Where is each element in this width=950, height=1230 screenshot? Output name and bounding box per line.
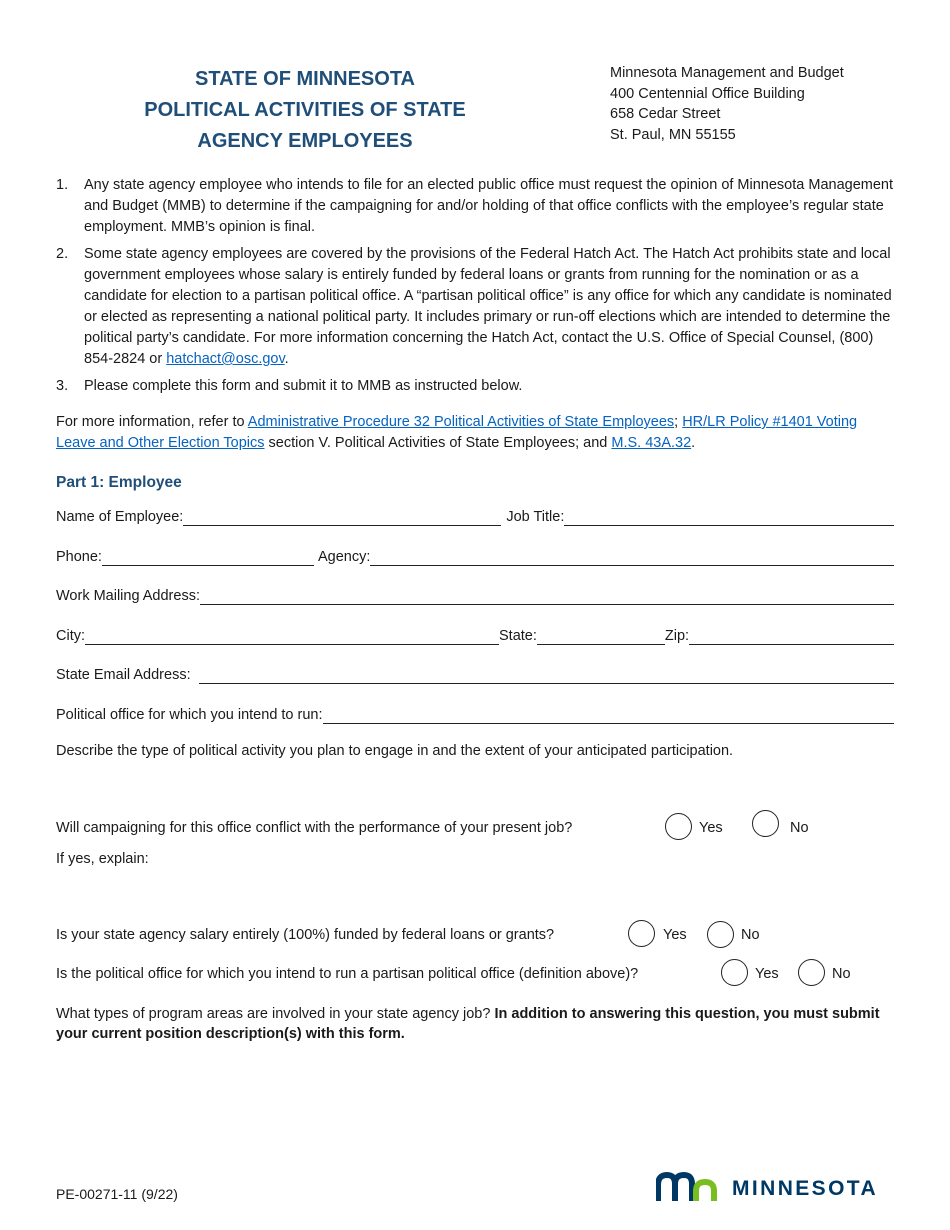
program-areas-text: What types of program areas are involved in your state agency job? bbox=[56, 1006, 495, 1022]
part1-heading: Part 1: Employee bbox=[56, 474, 182, 491]
instructions-list bbox=[56, 175, 896, 403]
more-info-suffix: . bbox=[691, 435, 696, 451]
funded-yes-radio[interactable] bbox=[628, 920, 655, 947]
phone-label: Phone: bbox=[56, 549, 102, 565]
hrlr-policy-1401-link[interactable]: HR/LR Policy #1401 Voting Leave and Other Election Topics bbox=[56, 414, 858, 451]
list-number: 2. bbox=[56, 246, 69, 262]
list-item bbox=[56, 376, 896, 397]
job-title-label: Job Title: bbox=[506, 509, 565, 525]
title-line-3: AGENCY EMPLOYEES bbox=[197, 130, 413, 152]
conflict-yes-radio[interactable] bbox=[665, 813, 692, 840]
job-title-field[interactable] bbox=[564, 510, 894, 526]
list-number: 1. bbox=[56, 177, 69, 193]
form-title bbox=[100, 64, 510, 157]
work-address-field[interactable] bbox=[200, 589, 894, 605]
funded-yes-label: Yes bbox=[663, 927, 687, 943]
work-address-label: Work Mailing Address: bbox=[56, 588, 200, 604]
partisan-office-question: Is the political office for which you intend to run a partisan political office (definition above)? bbox=[56, 966, 639, 982]
hatch-act-email-link[interactable]: hatchact@osc.gov bbox=[166, 351, 285, 367]
title-line-1: STATE OF MINNESOTA bbox=[195, 68, 415, 90]
minnesota-logo bbox=[656, 1168, 878, 1202]
agency-address bbox=[610, 63, 844, 145]
if-yes-explain-label: If yes, explain: bbox=[56, 851, 149, 867]
work-address-row bbox=[56, 583, 894, 605]
list-text: Any state agency employee who intends to file for an elected public office must request the opinion of Minnesota Management and Budget (MMB) to determine if the campaigning for and/or holding of that office conflicts with the employee’s regular state employment. MMB’s opinion is final. bbox=[84, 177, 893, 235]
partisan-yes-radio[interactable] bbox=[721, 959, 748, 986]
program-areas-question bbox=[56, 1004, 896, 1044]
admin-procedure-32-link[interactable]: Administrative Procedure 32 Political Activities of State Employees bbox=[247, 414, 675, 430]
address-line-4: St. Paul, MN 55155 bbox=[610, 126, 736, 143]
title-line-2: POLITICAL ACTIVITIES OF STATE bbox=[144, 99, 466, 121]
conflict-no-radio[interactable] bbox=[752, 810, 779, 837]
position-description-note: In addition to answering this question, you must submit your current position description(s) with this form. bbox=[56, 1006, 880, 1042]
address-line-1: Minnesota Management and Budget bbox=[610, 65, 844, 81]
funded-no-label: No bbox=[741, 927, 760, 943]
phone-agency-row bbox=[56, 544, 894, 566]
describe-activity-prompt: Describe the type of political activity you plan to engage in and the extent of your anticipated participation. bbox=[56, 743, 734, 759]
address-line-3: 658 Cedar Street bbox=[610, 106, 721, 122]
agency-field[interactable] bbox=[370, 550, 894, 566]
minnesota-mn-icon bbox=[656, 1172, 718, 1202]
state-email-field[interactable] bbox=[199, 668, 894, 684]
political-office-row bbox=[56, 702, 894, 724]
phone-field[interactable] bbox=[102, 550, 314, 566]
email-label: State Email Address: bbox=[56, 667, 191, 683]
zip-field[interactable] bbox=[689, 629, 894, 645]
state-label: State: bbox=[499, 628, 537, 644]
name-jobtitle-row bbox=[56, 504, 894, 526]
city-label: City: bbox=[56, 628, 85, 644]
city-field[interactable] bbox=[85, 629, 499, 645]
email-row bbox=[56, 662, 894, 684]
more-info-mid: section V. Political Activities of State Employees; and bbox=[264, 435, 612, 451]
list-text-tail: . bbox=[284, 351, 289, 367]
address-line-2: 400 Centennial Office Building bbox=[610, 85, 805, 102]
political-office-label: Political office for which you intend to run: bbox=[56, 707, 323, 723]
more-info-prefix: For more information, refer to bbox=[56, 414, 248, 430]
partisan-no-label: No bbox=[832, 966, 851, 982]
list-text: Please complete this form and submit it to MMB as instructed below. bbox=[84, 378, 523, 394]
federal-funding-question: Is your state agency salary entirely (100%) funded by federal loans or grants? bbox=[56, 927, 555, 943]
list-text-block bbox=[84, 244, 896, 370]
political-office-field[interactable] bbox=[323, 708, 894, 724]
zip-label: Zip: bbox=[664, 628, 690, 644]
more-info-paragraph bbox=[56, 412, 896, 454]
conflict-yes-label: Yes bbox=[699, 820, 723, 836]
conflict-question: Will campaigning for this office conflict with the performance of your present job? bbox=[56, 820, 573, 836]
funded-no-radio[interactable] bbox=[707, 921, 734, 948]
form-code: PE-00271-11 (9/22) bbox=[56, 1186, 178, 1202]
name-label: Name of Employee: bbox=[56, 509, 184, 525]
statute-43a32-link[interactable]: M.S. 43A.32 bbox=[611, 435, 692, 451]
state-field[interactable] bbox=[537, 629, 665, 645]
conflict-no-label: No bbox=[790, 820, 809, 836]
list-number: 3. bbox=[56, 378, 69, 394]
partisan-no-radio[interactable] bbox=[798, 959, 825, 986]
list-text: Some state agency employees are covered by the provisions of the Federal Hatch Act. The Hatch Act prohibits state and local government employees whose salary is entirely funded by federal loans or grants from running for the nomination or as a candidate for election to a partisan political office. A “partisan political office” is any office for which any candidate is nominated or elected as representing a national political party. It includes primary or run-off elections which are intended to determine the political party’s candidate. For more information concerning the Hatch Act, contact the U.S. Office of Special Counsel, (800) 854-2824 or bbox=[84, 246, 892, 367]
more-info-sep: ; bbox=[674, 414, 683, 430]
agency-label: Agency: bbox=[317, 549, 371, 565]
logo-wordmark: MINNESOTA bbox=[732, 1177, 879, 1200]
list-item bbox=[56, 244, 896, 370]
city-state-zip-row bbox=[56, 623, 894, 645]
employee-name-field[interactable] bbox=[183, 510, 501, 526]
partisan-yes-label: Yes bbox=[755, 966, 779, 982]
list-item bbox=[56, 175, 896, 238]
